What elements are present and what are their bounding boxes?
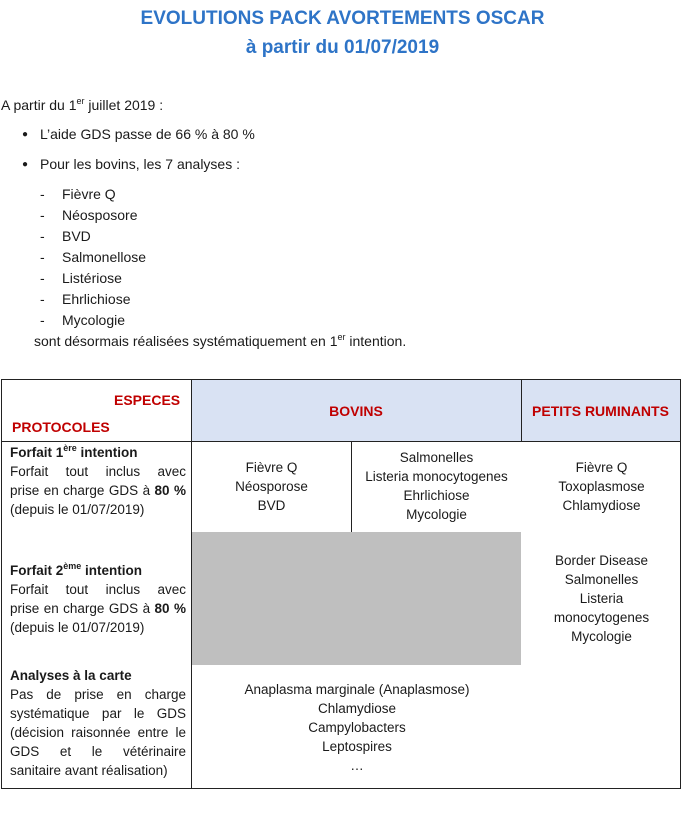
header-especes: ESPECES bbox=[114, 392, 181, 408]
carte-description: Analyses à la carte Pas de prise en charge systématique par le GDS (décision raisonnée entre le GDS et le vétérinaire sanitaire avant réalisation) bbox=[10, 668, 186, 778]
empty-cell bbox=[191, 532, 521, 665]
forfait2-description: Forfait 2ème intention Forfait tout inclus avec prise en charge GDS à 80 % (depuis le 01/07/2019) bbox=[10, 561, 186, 635]
bullet-icon: ● bbox=[22, 129, 29, 140]
bullet-item: Pour les bovins, les 7 analyses : bbox=[40, 156, 240, 172]
protocol-table bbox=[1, 379, 681, 789]
conclusion-text: sont désormais réalisées systématiquement en 1er intention. bbox=[34, 332, 407, 349]
list-item: Ehrlichiose bbox=[62, 291, 131, 307]
list-item: Néosposore bbox=[62, 207, 138, 223]
forfait1-bovins-col1: Fièvre Q Néosporose BVD bbox=[235, 460, 308, 513]
list-item: Mycologie bbox=[62, 312, 126, 328]
intro-text: A partir du 1er juillet 2019 : bbox=[1, 96, 164, 113]
forfait1-description: Forfait 1ère intention Forfait tout inclus avec prise en charge GDS à 80 % (depuis le 01/07/2019) bbox=[10, 443, 186, 517]
bullet-icon: ● bbox=[22, 159, 29, 170]
carte-bovins: Anaplasma marginale (Anaplasmose) Chlamydiose Campylobacters Leptospires … bbox=[244, 682, 470, 773]
list-item: Listériose bbox=[62, 270, 122, 286]
list-item: Fièvre Q bbox=[62, 186, 116, 202]
page-subtitle: à partir du 01/07/2019 bbox=[245, 37, 440, 58]
list-item: Salmonellose bbox=[62, 249, 147, 265]
list-item: BVD bbox=[62, 228, 91, 244]
page-title: EVOLUTIONS PACK AVORTEMENTS OSCAR bbox=[140, 8, 545, 29]
forfait2-petits-ruminants: Border Disease Salmonelles Listeria monocytogenes Mycologie bbox=[553, 553, 650, 644]
bullet-item: L’aide GDS passe de 66 % à 80 % bbox=[40, 126, 255, 142]
header-petits-ruminants: PETITS RUMINANTS bbox=[532, 403, 669, 419]
forfait1-petits-ruminants: Fièvre Q Toxoplasmose Chlamydiose bbox=[558, 460, 645, 513]
header-protocoles: PROTOCOLES bbox=[12, 419, 110, 435]
header-bovins: BOVINS bbox=[329, 403, 383, 419]
forfait1-bovins-col2: Salmonelles Listeria monocytogenes Ehrlichiose Mycologie bbox=[365, 450, 508, 522]
